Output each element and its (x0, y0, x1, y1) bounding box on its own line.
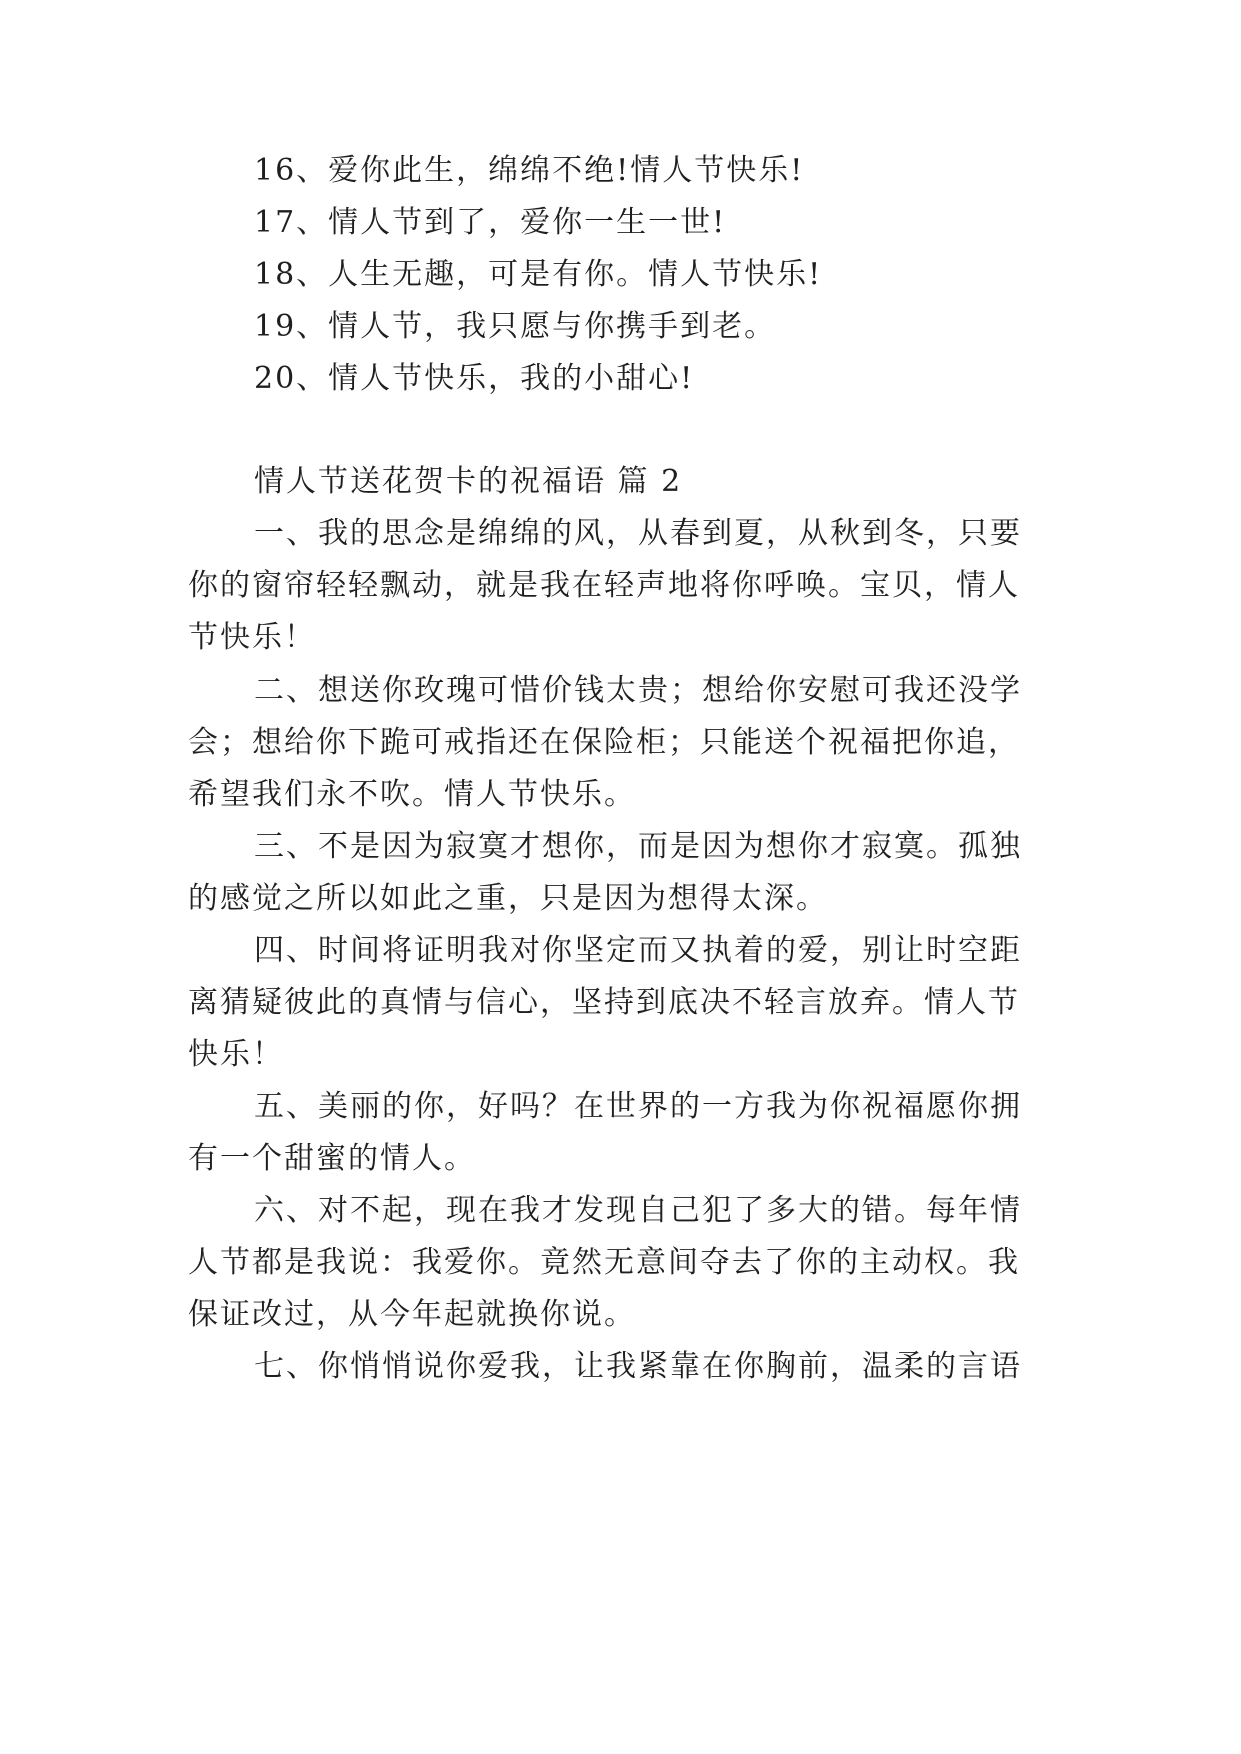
list-item: 18、人生无趣，可是有你。情人节快乐! (254, 257, 823, 292)
paragraph-line: 快乐！ (188, 1037, 284, 1072)
list-item: 16、爱你此生，绵绵不绝!情人节快乐! (254, 153, 805, 188)
paragraph-line: 三、不是因为寂寞才想你，而是因为想你才寂寞。孤独 (254, 829, 1022, 864)
paragraph-line: 会；想给你下跪可戒指还在保险柜；只能送个祝福把你追， (188, 725, 1020, 760)
paragraph-line: 四、时间将证明我对你坚定而又执着的爱，别让时空距 (254, 933, 1022, 968)
paragraph-line: 一、我的思念是绵绵的风，从春到夏，从秋到冬，只要 (254, 516, 1022, 551)
list-item: 17、情人节到了，爱你一生一世! (254, 205, 727, 240)
list-item: 20、情人节快乐，我的小甜心! (254, 361, 695, 396)
paragraph-line: 人节都是我说：我爱你。竟然无意间夺去了你的主动权。我 (188, 1245, 1020, 1280)
paragraph-line: 你的窗帘轻轻飘动，就是我在轻声地将你呼唤。宝贝，情人 (188, 568, 1020, 603)
paragraph-line: 节快乐！ (188, 620, 316, 655)
paragraph-line: 的感觉之所以如此之重，只是因为想得太深。 (188, 881, 828, 916)
list-item: 19、情人节，我只愿与你携手到老。 (254, 309, 777, 344)
paragraph-line: 离猜疑彼此的真情与信心，坚持到底决不轻言放弃。情人节 (188, 985, 1020, 1020)
paragraph-line: 七、你悄悄说你爱我，让我紧靠在你胸前，温柔的言语 (254, 1349, 1022, 1384)
paragraph-line: 希望我们永不吹。情人节快乐。 (188, 777, 636, 812)
paragraph-line: 五、美丽的你，好吗？在世界的一方我为你祝福愿你拥 (254, 1089, 1022, 1124)
section-heading: 情人节送花贺卡的祝福语 篇 2 (254, 464, 683, 499)
paragraph-line: 有一个甜蜜的情人。 (188, 1141, 476, 1176)
paragraph-line: 保证改过，从今年起就换你说。 (188, 1297, 636, 1332)
paragraph-line: 六、对不起，现在我才发现自己犯了多大的错。每年情 (254, 1193, 1022, 1228)
paragraph-line: 二、想送你玫瑰可惜价钱太贵；想给你安慰可我还没学 (254, 673, 1022, 708)
